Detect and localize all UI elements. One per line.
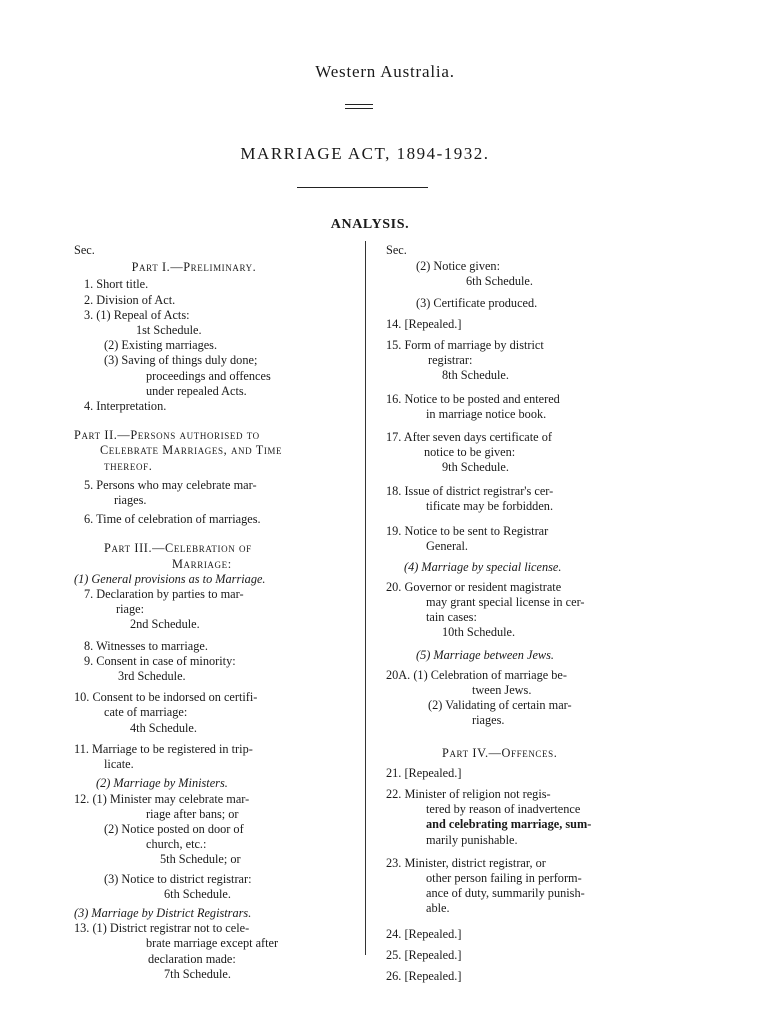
list-item: 16. Notice to be posted and entered [386,391,560,406]
list-item: 22. Minister of religion not regis- [386,786,551,801]
list-item: 1st Schedule. [136,323,202,338]
part-heading: Part III.—Celebration of [104,541,252,556]
analysis-heading: ANALYSIS. [330,217,410,232]
list-item: (2) Notice given: [416,259,501,274]
list-item: 19. Notice to be sent to Registrar [386,524,549,539]
list-item: 9th Schedule. [442,460,509,475]
list-item: 2nd Schedule. [130,617,200,632]
list-item: (2) Existing marriages. [104,338,218,353]
list-item: 25. [Repealed.] [386,947,462,962]
list-item: 5. Persons who may celebrate mar- [84,477,257,492]
list-item: 4. Interpretation. [84,399,167,414]
list-item: 7. Declaration by parties to mar- [84,587,244,602]
list-item: 3. (1) Repeal of Acts: [84,307,190,322]
subheading: (2) Marriage by Ministers. [96,776,228,791]
list-item: 17. After seven days certificate of [386,430,552,445]
list-item: 5th Schedule; or [160,852,241,867]
list-item: 20. Governor or resident magistrate [386,579,562,594]
list-item: 6th Schedule. [164,886,231,901]
part-heading: Part IV.—Offences. [442,746,558,761]
list-item: (2) Notice posted on door of [104,821,244,836]
title-rule [297,187,428,188]
subheading: (3) Marriage by District Registrars. [74,905,252,920]
subheading: (4) Marriage by special license. [404,560,562,575]
list-item: cate of marriage: [104,705,188,720]
list-item: 9. Consent in case of minority: [84,653,236,668]
list-item: notice to be given: [424,445,516,460]
column-divider [365,241,366,955]
part-heading: Part II.—Persons authorised to [74,428,260,443]
list-item: 8th Schedule. [442,368,509,383]
list-item: brate marriage except after [146,936,279,951]
list-item: (3) Saving of things duly done; [104,353,258,368]
list-item: riage: [116,602,144,617]
list-item: able. [426,901,450,916]
subheading: (1) General provisions as to Marriage. [74,571,266,586]
list-item: General. [426,539,468,554]
list-item: 6. Time of celebration of marriages. [84,512,261,527]
state-heading: Western Australia. [315,62,455,81]
list-item: tificate may be forbidden. [426,498,554,513]
list-item: 11. Marriage to be registered in trip- [74,741,253,756]
list-item: may grant special license in cer- [426,594,585,609]
list-item: 6th Schedule. [466,274,533,289]
list-item: 8. Witnesses to marriage. [84,638,208,653]
act-title: MARRIAGE ACT, 1894-1932. [240,144,490,163]
list-item: 14. [Repealed.] [386,316,462,331]
list-item: riage after bans; or [146,806,239,821]
list-item: declaration made: [148,951,236,966]
list-item: 20A. (1) Celebration of marriage be- [386,667,567,682]
sec-label: Sec. [386,243,407,257]
list-item: and celebrating marriage, sum- [426,817,592,832]
list-item: (3) Certificate produced. [416,295,538,310]
list-item: church, etc.: [146,837,207,852]
list-item: 3rd Schedule. [118,669,186,684]
list-item: 10th Schedule. [442,625,516,640]
subheading: (5) Marriage between Jews. [416,648,554,663]
list-item: 2. Division of Act. [84,292,176,307]
list-item: 24. [Repealed.] [386,926,462,941]
list-item: 7th Schedule. [164,966,231,981]
list-item: tain cases: [426,610,477,625]
part-heading: Marriage: [172,556,232,571]
list-item: registrar: [428,353,473,368]
part-heading: Part I.—Preliminary. [131,260,257,275]
list-item: 15. Form of marriage by district [386,338,544,353]
list-item: other person failing in perform- [426,870,582,885]
list-item: 10. Consent to be indorsed on certifi- [74,690,258,705]
list-item: riages. [472,713,505,728]
list-item: tered by reason of inadvertence [426,802,581,817]
list-item: proceedings and offences [146,368,271,383]
list-item: ance of duty, summarily punish- [426,886,585,901]
part-heading: thereof. [104,458,153,473]
list-item: under repealed Acts. [146,383,247,398]
list-item: 18. Issue of district registrar's cer- [386,483,554,498]
list-item: 12. (1) Minister may celebrate mar- [74,791,250,806]
list-item: marily punishable. [426,832,518,847]
list-item: 1. Short title. [84,277,149,292]
list-item: 13. (1) District registrar not to cele- [74,921,250,936]
list-item: licate. [104,757,134,772]
right-column [386,243,656,984]
left-column [74,243,354,982]
sec-label: Sec. [74,243,95,257]
list-item: 4th Schedule. [130,720,197,735]
list-item: in marriage notice book. [426,406,547,421]
list-item: 23. Minister, district registrar, or [386,855,546,870]
list-item: tween Jews. [472,682,532,697]
list-item: (2) Validating of certain mar- [428,698,572,713]
list-item: riages. [114,493,147,508]
part-heading: Celebrate Marriages, and Time [100,443,283,458]
list-item: (3) Notice to district registrar: [104,871,252,886]
list-item: 26. [Repealed.] [386,968,462,983]
list-item: 21. [Repealed.] [386,765,462,780]
double-rule [345,104,373,109]
